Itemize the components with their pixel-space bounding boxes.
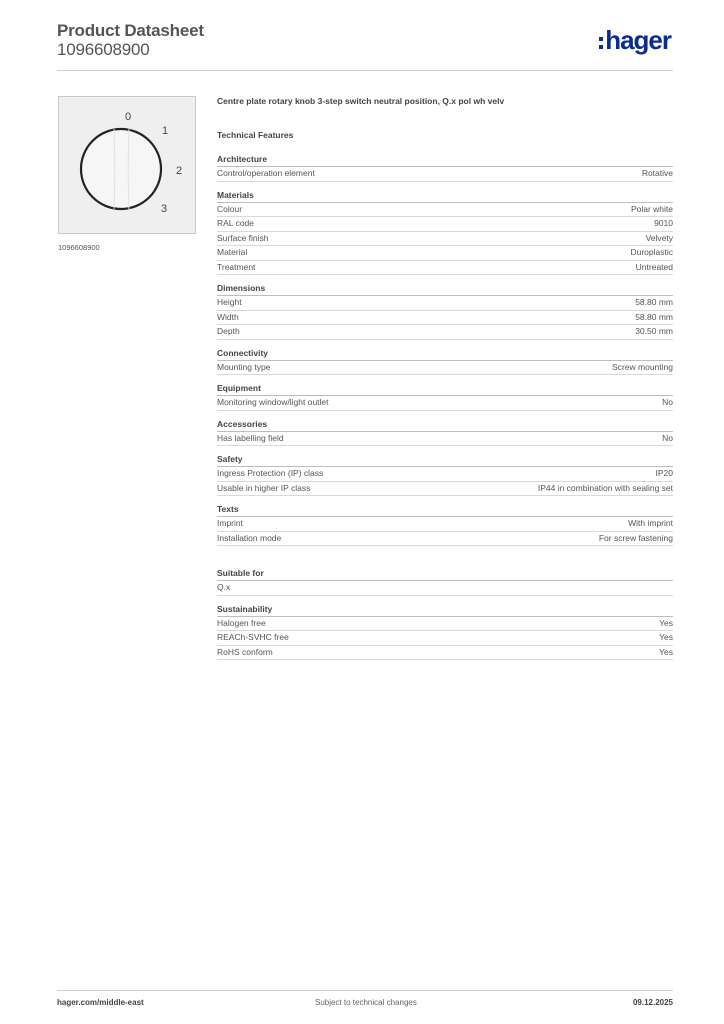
spec-label: Surface finish xyxy=(217,232,269,243)
spec-value: Yes xyxy=(659,617,673,628)
spec-value: Yes xyxy=(659,646,673,657)
spec-section xyxy=(217,283,673,340)
spec-sections xyxy=(217,154,673,660)
section-title: Suitable for xyxy=(217,568,673,581)
spec-value: 58.80 mm xyxy=(635,311,673,322)
section-title: Equipment xyxy=(217,383,673,396)
spec-label: Has labelling field xyxy=(217,432,284,443)
spec-row xyxy=(217,217,673,232)
spec-value: Yes xyxy=(659,632,673,642)
features-title: Technical Features xyxy=(217,130,294,140)
spec-row xyxy=(217,232,673,247)
spec-label: Control/operation element xyxy=(217,168,315,178)
spec-label: Mounting type xyxy=(217,361,271,372)
spec-row xyxy=(217,581,673,596)
footer-date: 09.12.2025 xyxy=(632,998,673,1007)
spec-section xyxy=(217,190,673,276)
spec-section xyxy=(217,454,673,496)
spec-row xyxy=(217,325,673,340)
spec-value: Polar white xyxy=(630,203,673,214)
spec-row xyxy=(217,532,673,547)
spec-label: Depth xyxy=(217,326,240,336)
spec-value: No xyxy=(662,432,673,443)
dial-mark-3: 3 xyxy=(161,203,168,215)
footer-notice: Subject to technical changes xyxy=(315,998,417,1007)
spec-row xyxy=(217,646,673,661)
spec-row xyxy=(217,396,673,411)
spec-label: RAL code xyxy=(217,218,255,228)
document-title: Product Datasheet xyxy=(57,21,204,40)
spec-section xyxy=(217,419,673,447)
spec-value: No xyxy=(662,397,673,407)
hager-logo xyxy=(599,25,671,56)
spec-value: For screw fastening xyxy=(598,532,673,543)
spec-value: With imprint xyxy=(628,518,673,528)
spec-section xyxy=(217,154,673,182)
spec-label: Monitoring window/light outlet xyxy=(217,397,329,407)
spec-label: Q.x xyxy=(217,582,231,592)
spec-row xyxy=(217,631,673,646)
section-title: Texts xyxy=(217,504,673,517)
image-caption: 1096608900 xyxy=(58,243,100,252)
spec-row xyxy=(217,361,673,376)
spec-row xyxy=(217,261,673,276)
spec-label: Halogen free xyxy=(217,617,266,628)
section-title: Accessories xyxy=(217,419,673,432)
spec-content xyxy=(217,96,673,668)
spec-row xyxy=(217,311,673,326)
logo-dots-icon xyxy=(599,37,603,49)
product-description: Centre plate rotary knob 3-step switch neutral position, Q.x pol wh velv xyxy=(217,96,505,106)
section-title: Architecture xyxy=(217,154,673,167)
spec-row xyxy=(217,203,673,218)
section-title: Sustainability xyxy=(217,604,673,617)
logo-text: hager xyxy=(605,25,671,55)
spec-value: Screw mounting xyxy=(612,361,673,372)
spec-section xyxy=(217,383,673,411)
spec-row xyxy=(217,296,673,311)
section-title: Connectivity xyxy=(217,348,673,361)
spec-label: Colour xyxy=(217,203,243,214)
spec-row xyxy=(217,617,673,632)
spec-row xyxy=(217,246,673,261)
dial-mark-2: 2 xyxy=(176,165,183,177)
spec-label: Usable in higher IP class xyxy=(217,482,311,493)
spec-label: Installation mode xyxy=(217,532,282,543)
dial-mark-1: 1 xyxy=(162,125,169,137)
section-title: Materials xyxy=(217,190,673,203)
spec-value: Rotative xyxy=(641,168,673,178)
spec-row xyxy=(217,432,673,447)
footer-website[interactable]: hager.com/middle-east xyxy=(57,998,144,1007)
spec-section xyxy=(217,504,673,546)
spec-value: IP20 xyxy=(655,468,673,478)
spec-value: Untreated xyxy=(635,261,673,272)
spec-row xyxy=(217,517,673,532)
section-title: Safety xyxy=(217,454,673,467)
section-title: Dimensions xyxy=(217,283,673,296)
spec-row xyxy=(217,167,673,182)
spec-label: Imprint xyxy=(217,518,243,528)
page-header xyxy=(57,21,673,71)
spec-label: REACh-SVHC free xyxy=(217,632,289,642)
spec-value: Velvety xyxy=(645,232,673,243)
spec-label: RoHS conform xyxy=(217,646,273,657)
spec-section xyxy=(217,568,673,596)
spec-value: 9010 xyxy=(654,218,673,228)
spec-label: Height xyxy=(217,297,242,307)
document-number: 1096608900 xyxy=(57,40,150,59)
spec-label: Treatment xyxy=(217,261,256,272)
dial-mark-0: 0 xyxy=(125,111,132,123)
spec-label: Ingress Protection (IP) class xyxy=(217,468,324,478)
rotary-knob-icon xyxy=(59,97,195,233)
spec-section xyxy=(217,604,673,661)
spec-value: 58.80 mm xyxy=(635,297,673,307)
spec-label: Material xyxy=(217,247,248,257)
spec-value: 30.50 mm xyxy=(635,326,673,336)
spec-value: IP44 in combination with sealing set xyxy=(537,482,673,493)
spec-value: Duroplastic xyxy=(630,247,673,257)
page-footer xyxy=(57,990,673,1007)
spec-row xyxy=(217,482,673,497)
spec-section xyxy=(217,348,673,376)
spec-label: Width xyxy=(217,311,239,322)
product-image xyxy=(58,96,196,234)
spec-row xyxy=(217,467,673,482)
